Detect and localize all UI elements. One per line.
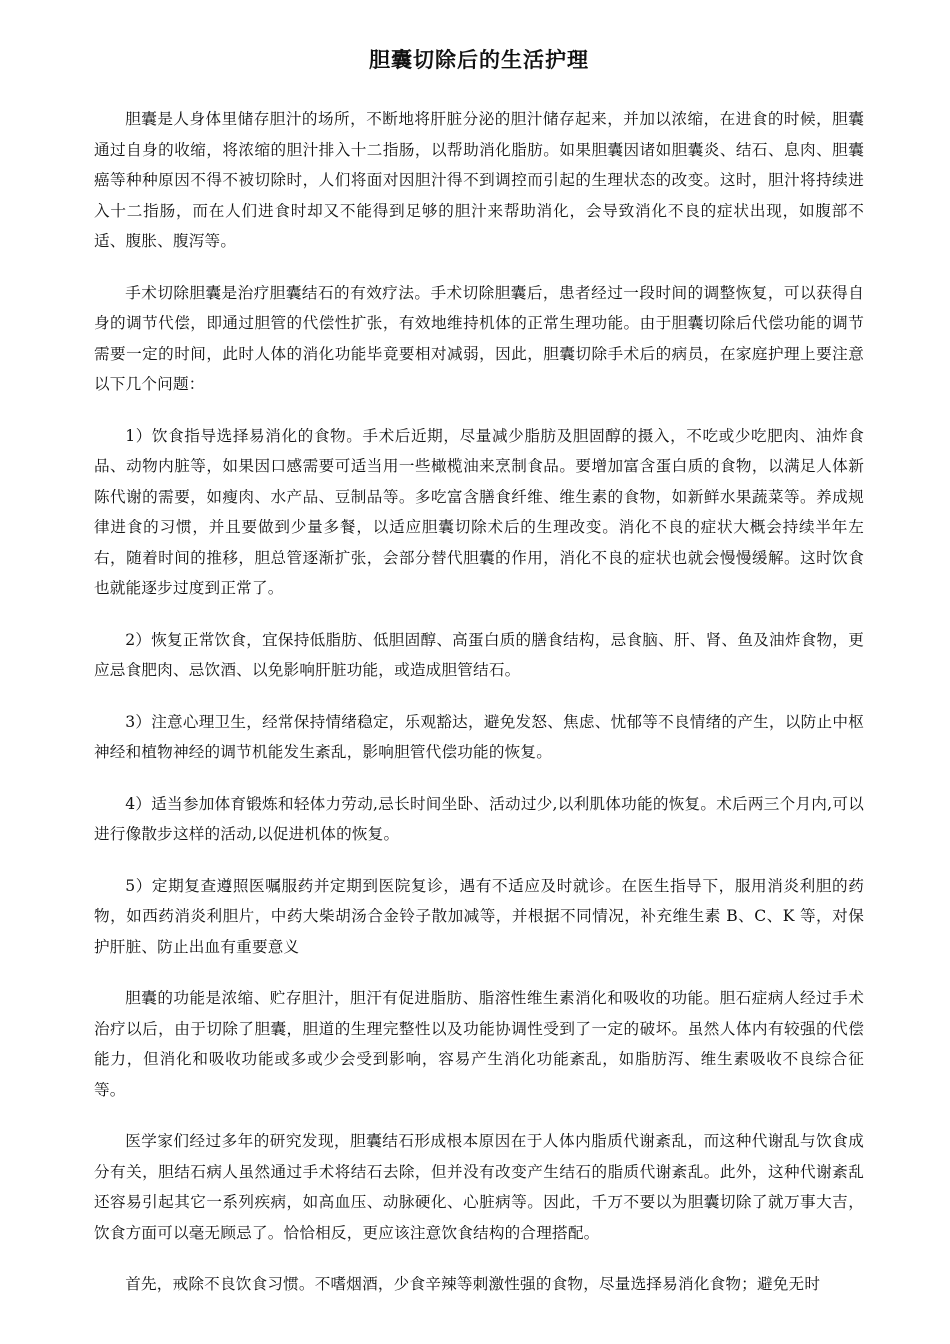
paragraph-item-5: 5）定期复查遵照医嘱服药并定期到医院复诊，遇有不适应及时就诊。在医生指导下，服用消炎利胆的药物，如西药消炎利胆片，中药大柴胡汤合金铃子散加减等，并根据不同情况，补充维生素 B、C、K 等，对保护肝脏、防止出血有重要意义	[94, 876, 864, 956]
paragraph-research: 医学家们经过多年的研究发现，胆囊结石形成根本原因在于人体内脂质代谢紊乱，而这种代谢乱与饮食成分有关，胆结石病人虽然通过手术将结石去除，但并没有改变产生结石的脂质代谢紊乱。此外，这种代谢紊乱还容易引起其它一系列疾病，如高血压、动脉硬化、心脏病等。因此，千万不要以为胆囊切除了就万事大吉，饮食方面可以毫无顾忌了。恰恰相反，更应该注意饮食结构的合理搭配。	[94, 1132, 864, 1242]
paragraph-item-2: 2）恢复正常饮食，宜保持低脂肪、低胆固醇、高蛋白质的膳食结构，忌食脑、肝、肾、鱼及油炸食物，更应忌食肥肉、忌饮酒、以免影响肝脏功能，或造成胆管结石。	[94, 630, 864, 679]
document-title: 胆囊切除后的生活护理	[369, 47, 589, 72]
paragraph-first: 首先，戒除不良饮食习惯。不嗜烟酒，少食辛辣等刺激性强的食物，尽量选择易消化食物；避免无时	[125, 1275, 821, 1293]
paragraph-intro: 胆囊是人身体里储存胆汁的场所，不断地将肝脏分泌的胆汁储存起来，并加以浓缩，在进食的时候，胆囊通过自身的收缩，将浓缩的胆汁排入十二指肠，以帮助消化脂肪。如果胆囊因诸如胆囊炎、结石、息肉、胆囊癌等种种原因不得不被切除时，人们将面对因胆汁得不到调控而引起的生理状态的改变。这时，胆汁将持续进入十二指肠，而在人们进食时却又不能得到足够的胆汁来帮助消化，会导致消化不良的症状出现，如腹部不适、腹胀、腹泻等。	[94, 110, 864, 250]
paragraph-surgery: 手术切除胆囊是治疗胆囊结石的有效疗法。手术切除胆囊后，患者经过一段时间的调整恢复，可以获得自身的调节代偿，即通过胆管的代偿性扩张，有效地维持机体的正常生理功能。由于胆囊切除后代偿功能的调节需要一定的时间，此时人体的消化功能毕竟要相对减弱，因此，胆囊切除手术后的病员，在家庭护理上要注意以下几个问题：	[94, 283, 864, 393]
paragraph-item-4: 4）适当参加体育锻炼和轻体力劳动,忌长时间坐卧、活动过少,以利肌体功能的恢复。术后两三个月内,可以进行像散步这样的活动,以促进机体的恢复。	[94, 794, 864, 843]
paragraph-item-1: 1）饮食指导选择易消化的食物。手术后近期，尽量减少脂肪及胆固醇的摄入，不吃或少吃肥肉、油炸食品、动物内脏等，如果因口感需要可适当用一些橄榄油来烹制食品。要增加富含蛋白质的食物，以满足人体新陈代谢的需要，如瘦肉、水产品、豆制品等。多吃富含膳食纤维、维生素的食物，如新鲜水果蔬菜等。养成规律进食的习惯，并且要做到少量多餐，以适应胆囊切除术后的生理改变。消化不良的症状大概会持续半年左右，随着时间的推移，胆总管逐渐扩张，会部分替代胆囊的作用，消化不良的症状也就会慢慢缓解。这时饮食也就能逐步过度到正常了。	[94, 426, 864, 597]
paragraph-item-3: 3）注意心理卫生，经常保持情绪稳定，乐观豁达，避免发怒、焦虑、忧郁等不良情绪的产生，以防止中枢神经和植物神经的调节机能发生紊乱，影响胆管代偿功能的恢复。	[94, 712, 864, 761]
paragraph-function: 胆囊的功能是浓缩、贮存胆汁，胆汗有促进脂肪、脂溶性维生素消化和吸收的功能。胆石症病人经过手术治疗以后，由于切除了胆囊，胆道的生理完整性以及功能协调性受到了一定的破坏。虽然人体内有较强的代偿能力，但消化和吸收功能或多或少会受到影响，容易产生消化功能紊乱，如脂肪泻、维生素吸收不良综合征等。	[94, 989, 864, 1099]
